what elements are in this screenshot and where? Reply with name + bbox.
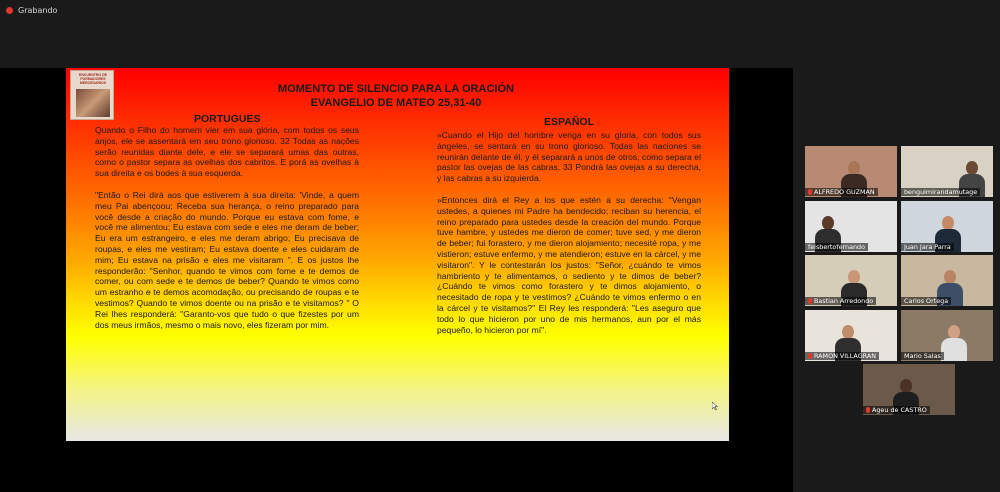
participant-name: Ageu de CASTRO [863, 406, 930, 414]
participant-tile-active-speaker[interactable] [901, 255, 993, 306]
spanish-text [437, 130, 701, 346]
slide-title [246, 83, 546, 110]
participant-name: felsbertofernando [805, 243, 868, 251]
recording-label: Grabando [18, 5, 58, 15]
recording-dot-icon [6, 7, 13, 14]
spanish-heading: ESPAÑOL [544, 116, 594, 128]
participant-tile[interactable] [805, 201, 897, 252]
muted-mic-icon [808, 353, 812, 359]
logo-text: ENCUENTRO DE FORMADORES MERCEDARIOS [78, 73, 107, 85]
participant-video [941, 325, 967, 361]
participant-tile[interactable] [901, 201, 993, 252]
participant-tile[interactable] [805, 310, 897, 361]
spanish-paragraph-1: »Cuando el Hijo del hombre venga en su gloria, con todos sus ángeles, se sentará en su trono glorioso. Todas las naciones se reunirán delante de él, y él separará a unos de otros, como separa el pastor las ovejas de las cabras. 33 Pondrá las ovejas a su derecha, y las cabras a su izquierda. [437, 130, 701, 184]
participant-name: RAMON VILLAGRAN [805, 352, 879, 360]
portuguese-paragraph-1: Quando o Filho do homem vier em sua glória, com todos os seus anjos, ele se assentará em seu trono glorioso. 32 Todas as nações serão reunidas diante dele, e ele se separará umas das outras, como o pastor separa as ovelhas dos cabritos. E porá as ovelhas à sua direita e os bodes à sua esquerda. [95, 125, 359, 179]
recording-indicator [0, 0, 1000, 20]
portuguese-heading: PORTUGUES [194, 113, 261, 125]
portuguese-paragraph-2: "Então o Rei dirá aos que estiverem à sua direita: 'Vinde, a quem meu Pai abençoou; Receba sua herança, o reino preparado para você desde a criação do mundo. Porque eu estava com fome, e você me alimentou; Eu estava com sede e eles me deram de beber; Eu era um estrangeiro, e eles me deram abrigo; Eu precisava de roupas, e eles me vestiram; Eu estava doente e eles cuidaram de mim; Eu estava na prisão e eles me visitaram ". E os justos lhe responderão: "Senhor, quando te vimos com fome e te demos de comer, ou com sede e te demos de beber? Quando te vimos como um estranho e te demos acomodação, ou precisando de roupas e te vestimos? Quando te vimos doente ou na prisão e te visitamos? " O Rei lhes responderá: "Garanto-vos que tudo o que fizestes por um dos meus irmãos, mesmo o mais novo, eles fizeram por mim. [95, 189, 359, 330]
participants-gallery [805, 146, 995, 416]
participant-name: benguimirandamutage [901, 188, 980, 196]
participant-tile[interactable] [805, 146, 897, 197]
participant-name: ALFREDO GUZMAN [805, 188, 878, 196]
participant-tile[interactable] [805, 255, 897, 306]
participant-name: Bastian Arredondo [805, 297, 876, 305]
shared-slide [66, 68, 729, 441]
logo-image [76, 89, 110, 117]
muted-mic-icon [808, 298, 812, 304]
portuguese-text [95, 125, 359, 341]
participant-name: Mario Salas [901, 352, 944, 360]
participant-tile[interactable] [901, 146, 993, 197]
slide-title-line1: MOMENTO DE SILENCIO PARA LA ORACIÓN [278, 83, 514, 95]
slide-title-line2: EVANGELIO DE MATEO 25,31-40 [310, 96, 482, 109]
mouse-cursor-icon [712, 402, 718, 410]
muted-mic-icon [808, 189, 812, 195]
participant-name: Juan Jara Parra [901, 243, 954, 251]
participant-name: Carlos Ortega [901, 297, 951, 305]
participant-tile[interactable] [901, 310, 993, 361]
muted-mic-icon [866, 407, 870, 413]
spanish-paragraph-2: »Entonces dirá el Rey a los que estén a su derecha: "Vengan ustedes, a quienes mi Padre ha bendecido; reciban su herencia, el reino preparado para ustedes desde la creación del mundo. Porque tuve hambre, y ustedes me dieron de comer; tuve sed, y me dieron de beber; fui forastero, y me dieron alojamiento; necesité ropa, y me vistieron; estuve enfermo, y me atendieron; estuve en la cárcel, y me visitaron". Y le contestarán los justos: "Señor, ¿cuándo te vimos hambriento y te alimentamos, o sediento y te dimos de beber? ¿Cuándo te vimos como forastero y te dimos alojamiento, o necesitado de ropa y te vestimos? ¿Cuándo te vimos enfermo o en la cárcel y te visitamos?" El Rey les responderá: "Les aseguro que todo lo que hicieron por uno de mis hermanos, aun por el más pequeño, lo hicieron por mí". [437, 194, 701, 335]
event-logo [70, 70, 114, 120]
participant-tile[interactable] [863, 364, 955, 415]
